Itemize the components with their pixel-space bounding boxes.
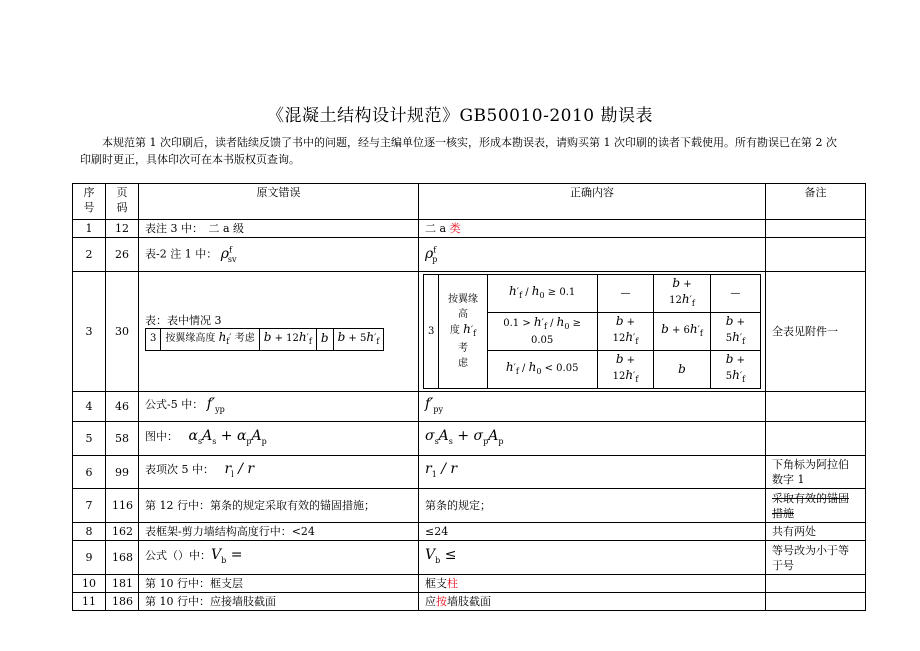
formula-alpha: $\alpha_sA_s + \alpha_pA_p$ [188,427,267,446]
row-original [139,238,419,272]
row-remark [766,422,866,456]
row-remark: 采取有效的锚固措施 [766,489,866,523]
formula-f-yp: $f'_{yp}$ [206,395,225,414]
row-original [139,392,419,422]
row-correct [419,238,766,272]
table-header-row [73,184,866,220]
row-seq: 10 [73,575,106,593]
row-original: 第 12 行中：第条的规定采取有效的锚固措施； [139,489,419,523]
row-seq: 2 [73,238,106,272]
formula-rho-sv: $\rho^f_{sv}$ [220,245,237,264]
row-remark [766,575,866,593]
correct-highlight: 按 [436,595,447,608]
case-value: $b + 12h'_f$ [654,275,711,313]
row-remark [766,220,866,238]
page-title: 《混凝土结构设计规范》GB50010-2010 勘误表 [266,106,654,126]
row-original: 第 10 行中：应接墙肢截面 [139,593,419,611]
formula-sigma: $\sigma_sA_s + \sigma_pA_p$ [425,427,504,446]
case-number: 3 [424,275,439,389]
case-value: b [654,351,711,389]
errata-table [72,183,866,611]
row-correct [419,575,766,593]
correct-case-table [423,274,761,389]
case-value: $b + 5h'_f$ [333,328,384,350]
row-page: 116 [106,489,139,523]
case-value: — [597,275,654,313]
row-original: 表框架-剪力墙结构高度行中：<24 [139,523,419,541]
case-value: $b + 12h'_f$ [597,351,654,389]
table-row [73,456,866,489]
table-row [73,489,866,523]
correct-highlight: 柱 [447,577,458,590]
table-row [73,220,866,238]
row-page: 58 [106,422,139,456]
row-remark: 等号改为小于等于号 [766,541,866,575]
header-original: 原文错误 [139,184,419,220]
correct-text: 墙肢截面 [447,595,491,608]
row-seq: 8 [73,523,106,541]
row-correct [419,392,766,422]
row-correct [419,220,766,238]
original-text: 公式（）中： [145,548,211,562]
row-remark: 下角标为阿拉伯数字 1 [766,456,866,489]
row-page: 186 [106,593,139,611]
case-condition: $h'_f / h_0 < 0.05$ [487,351,597,389]
row-original [139,456,419,489]
correct-text: 框支 [425,577,447,590]
row-original: 表注 3 中： 二 a 级 [139,220,419,238]
row-page: 46 [106,392,139,422]
table-row [73,593,866,611]
header-remark: 备注 [766,184,866,220]
row-page: 12 [106,220,139,238]
row-original [139,541,419,575]
header-page: 页码 [106,184,139,220]
table-row [73,392,866,422]
case-condition: $0.1 > h'_f / h_0 \ge 0.05$ [487,313,597,351]
row-correct [419,422,766,456]
row-correct: ≤24 [419,523,766,541]
header-seq: 序号 [73,184,106,220]
row-page: 168 [106,541,139,575]
row-seq: 9 [73,541,106,575]
row-seq: 3 [73,272,106,392]
case-value: — [710,275,760,313]
original-case-table [145,328,384,351]
formula-vb-eq: $V_b$ = [211,546,243,565]
table-row [73,272,866,392]
case-value: $b + 5h'_f$ [710,351,760,389]
case-value: $b + 12h'_f$ [597,313,654,351]
row-remark [766,593,866,611]
row-remark [766,392,866,422]
row-correct [419,593,766,611]
original-text: 表：表中情况 3 [145,313,222,327]
case-number: 3 [146,328,161,350]
formula-vb-le: $V_b$ ≤ [425,546,457,565]
case-value: $b + 12h'_f$ [259,328,316,350]
row-page: 99 [106,456,139,489]
row-page: 162 [106,523,139,541]
table-row [73,238,866,272]
formula-rho-p: $\rho^f_p$ [425,245,438,264]
row-page: 30 [106,272,139,392]
original-text: 表项次 5 中： [145,463,214,477]
table-row [73,541,866,575]
row-correct [419,541,766,575]
row-correct [419,272,766,392]
row-remark [766,238,866,272]
row-seq: 1 [73,220,106,238]
row-page: 181 [106,575,139,593]
row-original [139,272,419,392]
row-correct [419,456,766,489]
table-row [73,523,866,541]
case-condition: $h'_f / h_0 \ge 0.1$ [487,275,597,313]
correct-text: 二 a [425,222,450,235]
row-seq: 7 [73,489,106,523]
row-remark: 共有两处 [766,523,866,541]
table-row [73,575,866,593]
case-value: $b + 5h'_f$ [710,313,760,351]
original-text: 图中： [145,429,178,443]
formula-f-py: $f'_{py}$ [425,395,444,414]
row-correct: 第条的规定； [419,489,766,523]
row-page: 26 [106,238,139,272]
case-value: $b + 6h'_f$ [654,313,711,351]
row-original: 第 10 行中：框支层 [139,575,419,593]
row-seq: 4 [73,392,106,422]
row-original [139,422,419,456]
case-description: 按翼缘高度 $h_f'$ 考虑 [161,328,259,350]
row-seq: 11 [73,593,106,611]
header-correct: 正确内容 [419,184,766,220]
case-description: 按翼缘高 度 $h'_f$ 考 虑 [439,275,487,389]
row-seq: 6 [73,456,106,489]
formula-rl-r: $r_l$ / r [224,461,255,479]
correct-text: 应 [425,595,436,608]
original-text: 表-2 注 1 中： [145,247,218,261]
case-value: b [316,328,333,350]
original-text: 公式-5 中： [145,397,204,411]
correct-highlight: 类 [449,222,461,235]
intro-paragraph: 本规范第 1 次印刷后，读者陆续反馈了书中的问题，经与主编单位逐一核实，形成本勘误表，请购买第 1 次印刷的读者下载使用。所有勘误已在第 2 次印刷时更正，具体印次可在本书版权页查询。 [80,136,837,166]
row-remark: 全表见附件一 [766,272,866,392]
row-seq: 5 [73,422,106,456]
table-row [73,422,866,456]
formula-r1-r: $r_1$ / r [425,461,458,479]
